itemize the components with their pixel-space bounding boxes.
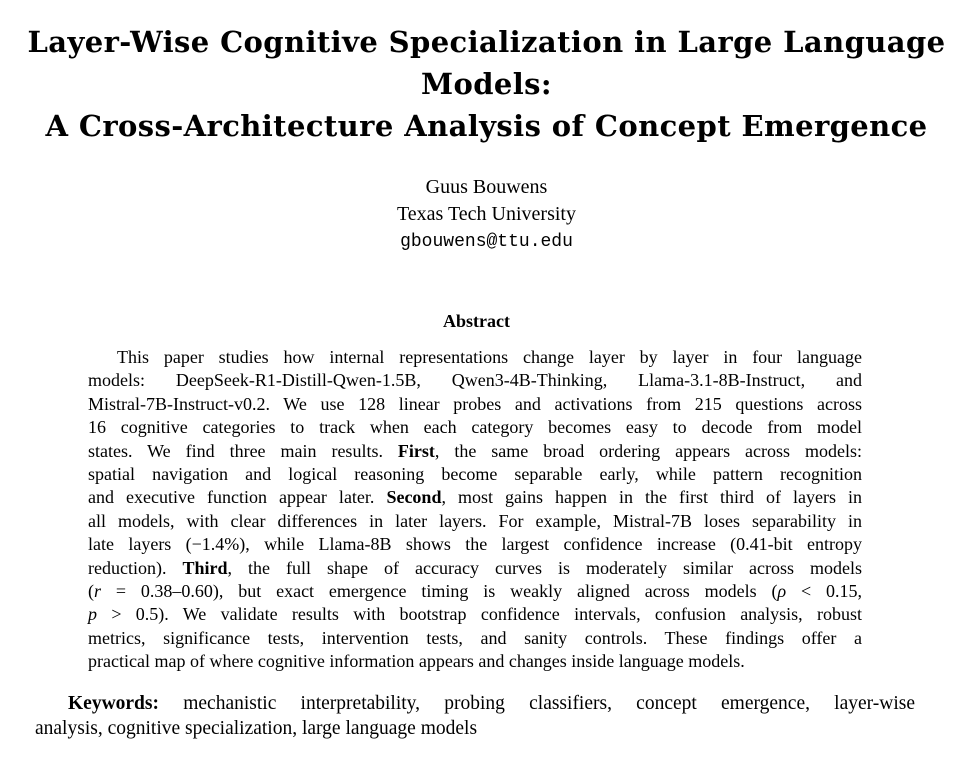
abstract-math-symbol: p [88,604,97,625]
abstract-line [88,416,862,438]
paper-title-line-1: Layer-Wise Cognitive Specialization in Large Language [27,25,946,59]
abstract-math-symbol: ρ [777,581,787,601]
abstract-text: metrics, significance tests, intervention tests, and sanity controls. These findings offer a [88,627,862,648]
abstract-text: practical map of where cognitive information appears and changes inside language models. [88,651,745,672]
abstract-emphasis: First [397,440,435,461]
abstract-line [88,627,862,649]
author-name: Guus Bouwens [425,176,548,198]
author-email: gbouwens@ttu.edu [400,232,573,252]
abstract-math-symbol: r [94,581,102,601]
abstract-text: models: DeepSeek-R1-Distill-Qwen-1.5B, Qwen3-4B-Thinking, Llama-3.1-8B-Instruct, and [88,370,862,391]
abstract-text: = 0.38–0.60), but exact emergence timing is weakly aligned across models ( [101,581,778,601]
paper-title-line-3: A Cross-Architecture Analysis of Concept Emergence [45,109,928,143]
abstract-line [88,369,862,391]
abstract-text: states. We find three main results. [88,440,398,461]
abstract-emphasis: Second [386,487,442,508]
keywords-line-2 [35,717,915,741]
abstract-line [88,510,862,532]
abstract-line [88,580,862,602]
abstract-text: < 0.15, [786,581,862,601]
abstract-text: all models, with clear differences in later layers. For example, Mistral-7B loses separability in [88,510,862,531]
author-affiliation: Texas Tech University [396,203,576,225]
paper-title-line-2: Models: [420,67,553,101]
abstract-text: > 0.5). We validate results with bootstrap confidence intervals, confusion analysis, robust [97,604,862,625]
abstract-line [117,346,862,368]
abstract-line [88,440,862,462]
abstract-heading: Abstract [443,311,510,331]
abstract-text: late layers (−1.4%), while Llama-8B shows the largest confidence increase (0.41-bit entropy [88,534,862,555]
abstract-text: reduction). [88,557,183,578]
abstract-text: Mistral-7B-Instruct-v0.2. We use 128 linear probes and activations from 215 questions across [88,393,862,414]
abstract-text: ( [88,581,94,601]
keywords-label: Keywords: [68,693,159,714]
abstract-line [88,393,862,415]
abstract-text: , the full shape of accuracy curves is moderately similar across models [227,557,862,578]
abstract-text: , most gains happen in the first third of layers in [441,487,862,508]
abstract-line [88,533,862,555]
keywords-line-1 [68,692,915,716]
abstract-line [88,557,862,579]
abstract-text: and executive function appear later. [88,487,387,508]
abstract-line [88,650,862,672]
abstract-line [88,603,862,625]
abstract-text: 16 cognitive categories to track when each category becomes easy to decode from model [88,417,862,438]
abstract-line [88,486,862,508]
abstract-line [88,463,862,485]
abstract-text: , the same broad ordering appears across models: [434,440,862,461]
keywords-text-2: analysis, cognitive specialization, large language models [35,718,478,739]
abstract-text: This paper studies how internal representations change layer by layer in four language [117,347,862,367]
abstract-text: spatial navigation and logical reasoning become separable early, while pattern recognition [88,464,862,484]
keywords-text-1: mechanistic interpretability, probing classifiers, concept emergence, layer-wise [183,693,915,714]
abstract-emphasis: Third [182,557,228,578]
